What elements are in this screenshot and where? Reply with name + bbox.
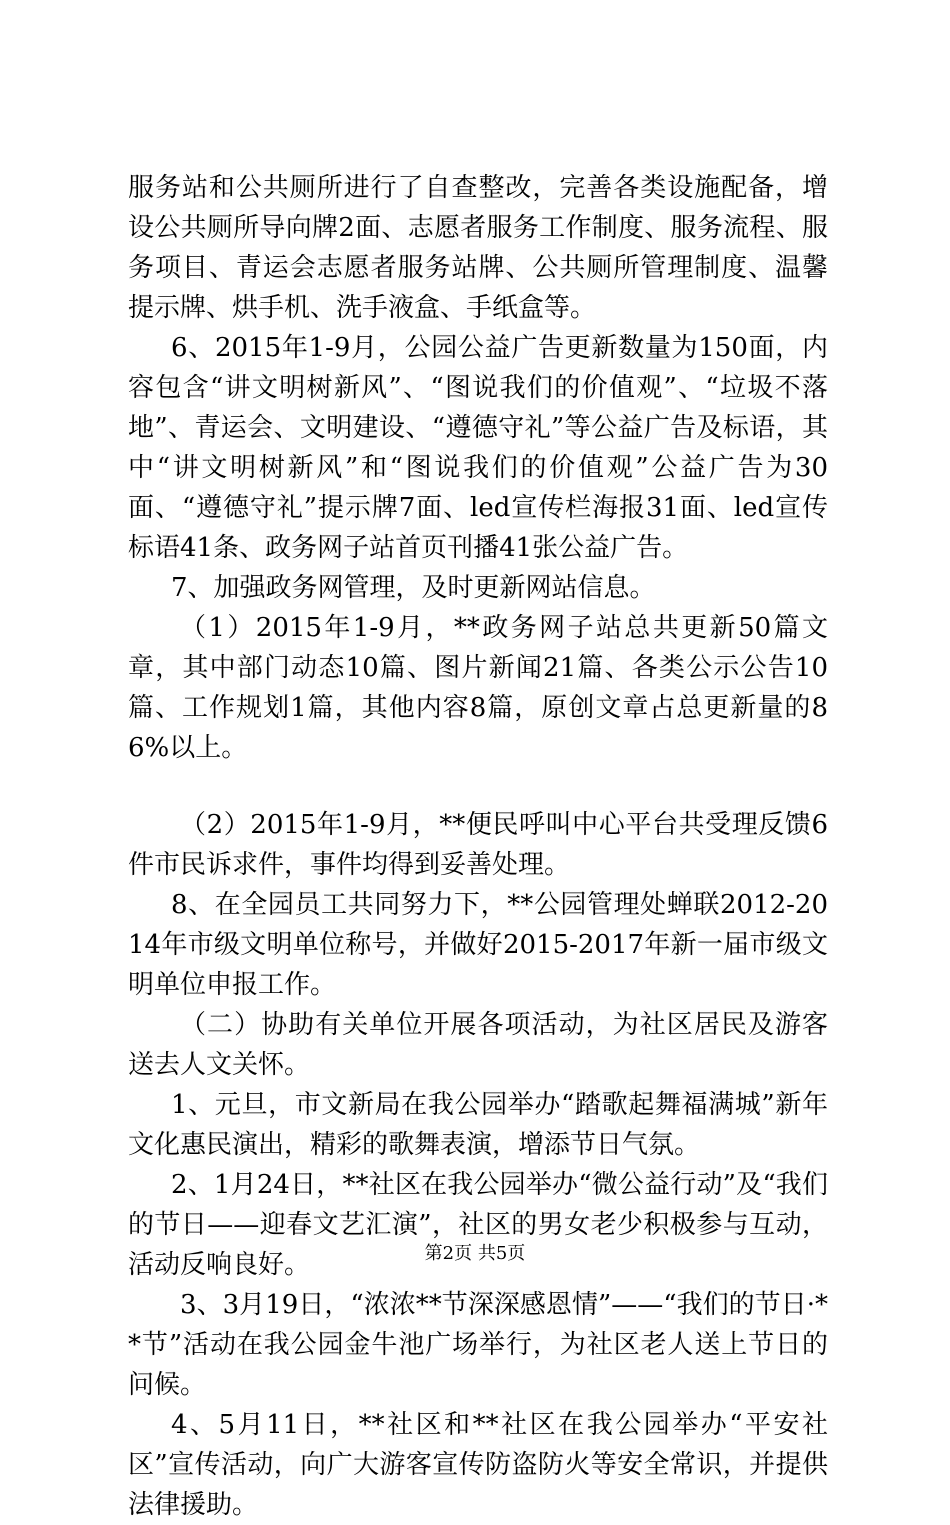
paragraph-item-8: 8、在全园员工共同努力下，**公园管理处蝉联2012-2014年市级文明单位称号，并做好2015-2017年新一届市级文明单位申报工作。	[128, 890, 828, 1000]
paragraph-sub-1: （1）2015年1-9月，**政务网子站总共更新50篇文章，其中部门动态10篇、图片新闻21篇、各类公示公告10篇、工作规划1篇，其他内容8篇，原创文章占总更新量的86%以上。	[128, 613, 828, 763]
paragraph-activity-2: 2、1月24日，**社区在我公园举办“微公益行动”及“我们的节日——迎春文艺汇演”，社区的男女老少积极参与互动，活动反响良好。	[128, 1170, 828, 1280]
paragraph-sub-2: （2）2015年1-9月，**便民呼叫中心平台共受理反馈6件市民诉求件，事件均得到妥善处理。	[128, 810, 828, 880]
paragraph-continuation: 服务站和公共厕所进行了自查整改，完善各类设施配备，增设公共厕所导向牌2面、志愿者服务工作制度、服务流程、服务项目、青运会志愿者服务站牌、公共厕所管理制度、温馨提示牌、烘手机、洗手液盒、手纸盒等。	[128, 173, 828, 323]
paragraph-item-6: 6、2015年1-9月，公园公益广告更新数量为150面，内容包含“讲文明树新风”、“图说我们的价值观”、“垃圾不落地”、青运会、文明建设、“遵德守礼”等公益广告及标语，其中“讲文明树新风”和“图说我们的价值观”公益广告为30面、“遵德守礼”提示牌7面、led宣传栏海报31面、led宣传标语41条、政务网子站首页刊播41张公益广告。	[128, 333, 828, 563]
paragraph-activity-4: 4、5月11日，**社区和**社区在我公园举办“平安社区”宣传活动，向广大游客宣传防盗防火等安全常识，并提供法律援助。	[128, 1410, 828, 1520]
document-body	[128, 168, 828, 1525]
paragraph-gap	[128, 768, 828, 805]
section-heading-2: （二）协助有关单位开展各项活动，为社区居民及游客送去人文关怀。	[128, 1010, 828, 1080]
paragraph-item-7: 7、加强政务网管理，及时更新网站信息。	[171, 573, 656, 603]
paragraph-activity-3: 3、3月19日，“浓浓**节深深感恩情”——“我们的节日·**节”活动在我公园金牛池广场举行，为社区老人送上节日的问候。	[128, 1290, 828, 1400]
page-footer: 第2页 共5页	[424, 1243, 526, 1264]
paragraph-activity-1: 1、元旦，市文新局在我公园举办“踏歌起舞福满城”新年文化惠民演出，精彩的歌舞表演，增添节日气氛。	[128, 1090, 828, 1160]
